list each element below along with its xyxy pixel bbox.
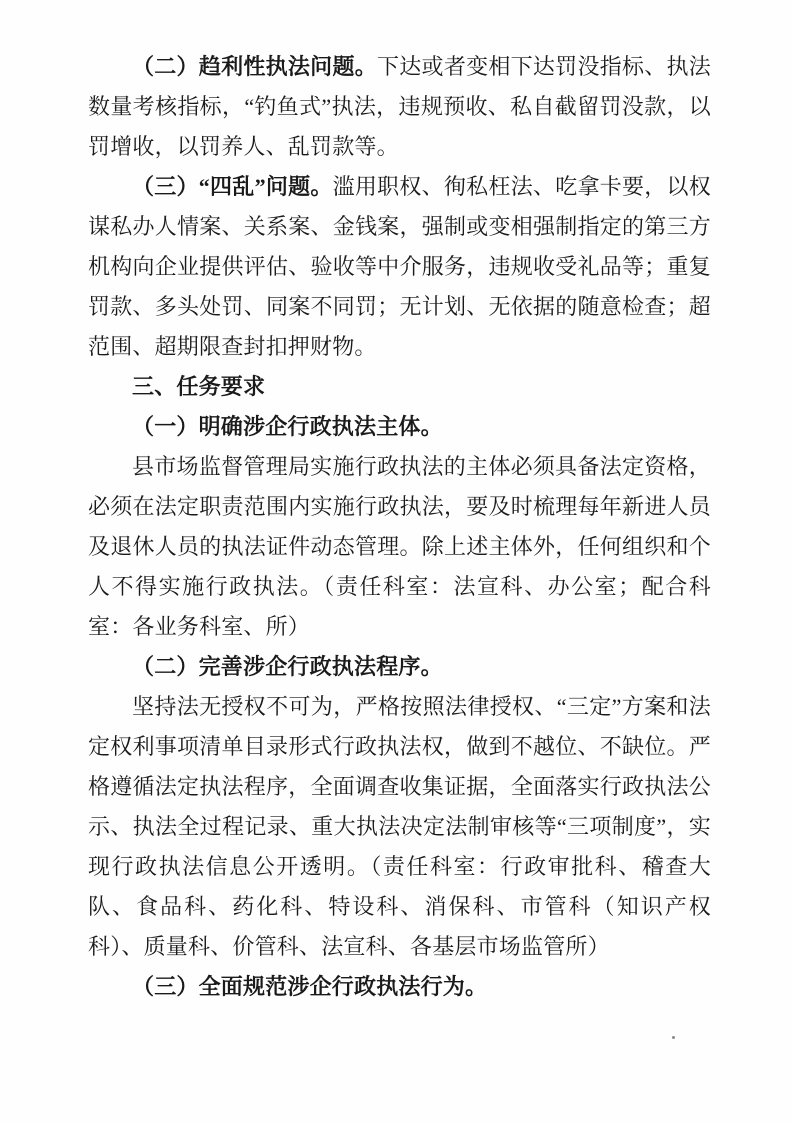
paragraph bbox=[88, 167, 711, 367]
paragraph-lead: （三）全面规范涉企行政执法行为。 bbox=[132, 974, 488, 999]
paragraph-text: 滥用职权、徇私枉法、吃拿卡要，以权谋私办人情案、关系案、金钱案，强制或变相强制指定的第三方机构向企业提供评估、验收等中介服务，违规收受礼品等；重复罚款、多头处罚、同案不同罚；无计划、无依据的随意检查；超范围、超期限查封扣押财物。 bbox=[88, 174, 711, 359]
paragraph-text: 下达或者变相下达罚没指标、执法数量考核指标，“钓鱼式”执法，违规预收、私自截留罚没款，以罚增收，以罚养人、乱罚款等。 bbox=[88, 54, 711, 159]
paragraph-lead: （二）趋利性执法问题。 bbox=[132, 54, 377, 79]
paragraph bbox=[88, 47, 711, 167]
paragraph-lead: （二）完善涉企行政执法程序。 bbox=[132, 654, 443, 679]
section-heading bbox=[88, 367, 711, 407]
document-body bbox=[88, 47, 711, 1007]
paragraph-lead: （三）“四乱”问题。 bbox=[132, 174, 333, 199]
paragraph-text: 坚持法无授权不可为，严格按照法律授权、“三定”方案和法定权利事项清单目录形式行政执法权，做到不越位、不缺位。严格遵循法定执法程序，全面调查收集证据，全面落实行政执法公示、执法全过程记录、重大执法决定法制审核等“三项制度”，实现行政执法信息公开透明。（责任科室：行政审批科、稽查大队、食品科、药化科、特设科、消保科、市管科（知识产权科）、质量科、价管科、法宣科、各基层市场监管所） bbox=[88, 694, 711, 959]
paragraph bbox=[88, 447, 711, 647]
paragraph bbox=[88, 687, 711, 967]
paragraph-text: 县市场监督管理局实施行政执法的主体必须具备法定资格，必须在法定职责范围内实施行政执法，要及时梳理每年新进人员及退休人员的执法证件动态管理。除上述主体外，任何组织和个人不得实施行政执法。（责任科室：法宣科、办公室；配合科室：各业务科室、所） bbox=[88, 454, 711, 639]
sub-heading bbox=[88, 967, 711, 1007]
scan-artifact bbox=[672, 1036, 675, 1039]
sub-heading bbox=[88, 407, 711, 447]
sub-heading bbox=[88, 647, 711, 687]
paragraph-lead: （一）明确涉企行政执法主体。 bbox=[132, 414, 443, 439]
paragraph-lead: 三、任务要求 bbox=[132, 374, 266, 399]
